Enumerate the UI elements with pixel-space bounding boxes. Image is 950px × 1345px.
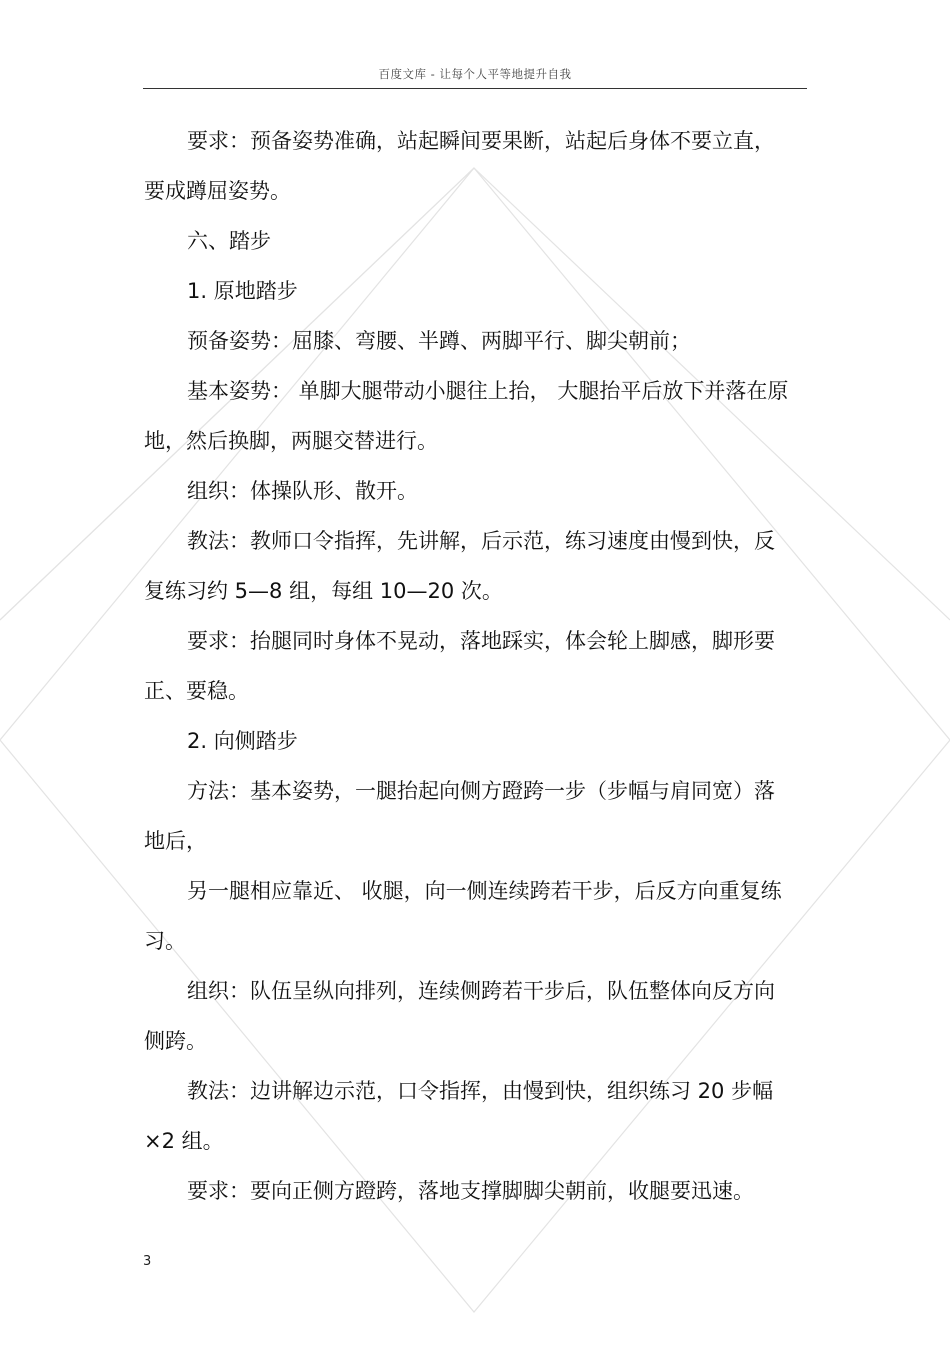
paragraph-line: 复练习约 5—8 组，每组 10—20 次。 [144, 579, 503, 603]
paragraph-line: 组织：队伍呈纵向排列，连续侧跨若干步后，队伍整体向反方向 [187, 979, 775, 1003]
paragraph-line: 要求：要向正侧方蹬跨，落地支撑脚脚尖朝前，收腿要迅速。 [187, 1179, 754, 1203]
paragraph-line: ×2 组。 [144, 1129, 224, 1153]
page-number: 3 [143, 1254, 152, 1269]
header-text: 百度文库 - 让每个人平等地提升自我 [378, 67, 572, 81]
paragraph-line: 地后， [144, 829, 207, 853]
paragraph-line: 正、要稳。 [144, 679, 249, 703]
subsection-heading: 2. 向侧踏步 [187, 729, 298, 753]
paragraph-line: 要求：预备姿势准确，站起瞬间要果断，站起后身体不要立直， [187, 129, 775, 153]
paragraph-line: 基本姿势： 单脚大腿带动小腿往上抬， 大腿抬平后放下并落在原 [187, 379, 789, 403]
subsection-heading: 1. 原地踏步 [187, 279, 298, 303]
paragraph-line: 教法：教师口令指挥，先讲解，后示范，练习速度由慢到快，反 [187, 529, 775, 553]
paragraph-line: 侧跨。 [144, 1029, 207, 1053]
paragraph-line: 地，然后换脚，两腿交替进行。 [144, 429, 438, 453]
page-header [143, 62, 807, 89]
paragraph-line: 要求：抬腿同时身体不晃动，落地踩实，体会轮上脚感，脚形要 [187, 629, 775, 653]
paragraph-line: 习。 [144, 929, 186, 953]
paragraph-line: 方法：基本姿势，一腿抬起向侧方蹬跨一步（步幅与肩同宽）落 [187, 779, 775, 803]
paragraph-line: 组织：体操队形、散开。 [187, 479, 418, 503]
paragraph-line: 要成蹲屈姿势。 [144, 179, 291, 203]
paragraph-line: 教法：边讲解边示范，口令指挥，由慢到快，组织练习 20 步幅 [187, 1079, 774, 1103]
paragraph-line: 另一腿相应靠近、 收腿，向一侧连续跨若干步，后反方向重复练 [187, 879, 782, 903]
section-heading: 六、踏步 [187, 229, 271, 253]
paragraph-line: 预备姿势：屈膝、弯腰、半蹲、两脚平行、脚尖朝前； [187, 329, 691, 353]
